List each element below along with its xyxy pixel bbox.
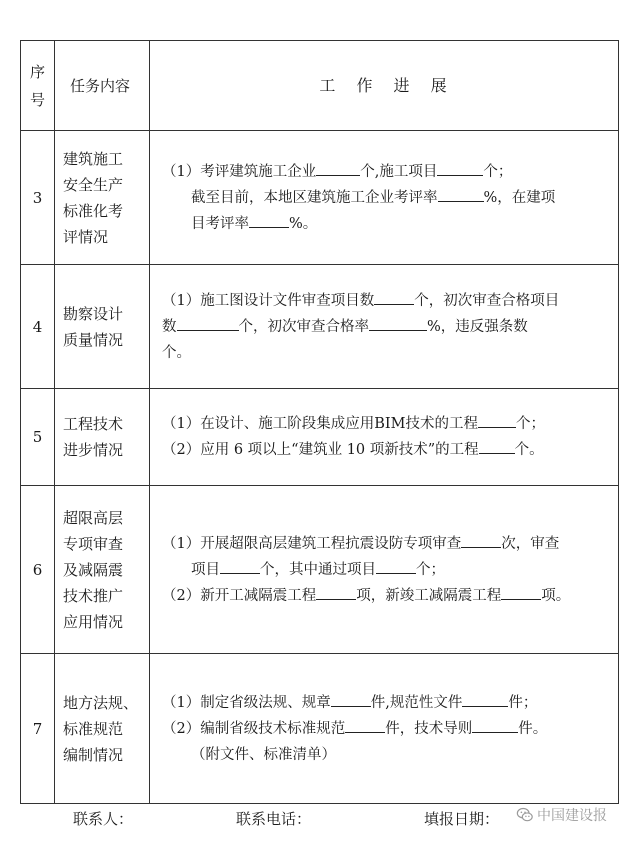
contact-label: 联系人： — [73, 810, 134, 828]
task-line: 专项审查 — [63, 534, 124, 553]
progress-line: 截至目前，本地区建筑施工企业考评率 %，在建项 — [162, 185, 612, 211]
table-row — [21, 486, 619, 654]
progress-line: 数 个，初次审查合格率 %，违反强条数 — [162, 314, 612, 340]
task-line: 编制情况 — [63, 745, 124, 764]
task-line: 质量情况 — [63, 330, 124, 349]
phone-label: 联系电话： — [236, 810, 312, 828]
fill-blank[interactable] — [331, 692, 371, 707]
progress-line: （1）施工图设计文件审查项目数 个，初次审查合格项目 — [162, 288, 612, 314]
row-number: 5 — [21, 389, 55, 486]
row-number: 7 — [21, 654, 55, 804]
fill-blank[interactable] — [462, 692, 508, 707]
fill-blank[interactable] — [249, 213, 289, 228]
task-content — [55, 389, 150, 486]
watermark — [516, 805, 607, 825]
task-content — [55, 654, 150, 804]
header-progress: 工 作 进 展 — [150, 41, 619, 131]
progress-content — [150, 654, 619, 804]
fill-blank[interactable] — [438, 187, 484, 202]
fill-blank[interactable] — [479, 439, 515, 454]
fill-blank[interactable] — [501, 585, 541, 600]
wechat-icon — [516, 806, 534, 824]
table-header-row — [21, 41, 619, 131]
progress-line: 项目 个，其中通过项目 个； — [162, 557, 612, 583]
row-number: 6 — [21, 486, 55, 654]
task-line: 技术推广 — [63, 586, 124, 605]
header-no-line2: 号 — [29, 90, 45, 109]
table-row — [21, 265, 619, 389]
fill-blank[interactable] — [376, 559, 416, 574]
progress-line: 目考评率 %。 — [162, 211, 612, 237]
progress-content — [150, 265, 619, 389]
progress-line: （附文件、标准清单） — [191, 746, 336, 763]
header-no — [21, 41, 55, 131]
task-line: 地方法规、 — [63, 693, 139, 712]
task-line: 标准规范 — [63, 719, 124, 738]
task-content — [55, 131, 150, 265]
fill-blank[interactable] — [478, 413, 516, 428]
task-line: 安全生产 — [63, 175, 124, 194]
progress-content — [150, 131, 619, 265]
progress-line: （1）考评建筑施工企业 个,施工项目 个； — [162, 159, 612, 185]
date-label: 填报日期： — [424, 810, 500, 828]
fill-blank[interactable] — [369, 316, 427, 331]
fill-blank[interactable] — [177, 316, 239, 331]
header-no-line1: 序 — [29, 62, 45, 81]
progress-report-table — [20, 40, 619, 804]
task-line: 超限高层 — [63, 508, 124, 527]
task-content — [55, 265, 150, 389]
task-line: 工程技术 — [63, 415, 124, 433]
task-content — [55, 486, 150, 654]
fill-blank[interactable] — [220, 559, 260, 574]
table-row — [21, 654, 619, 804]
progress-content — [150, 389, 619, 486]
row-number: 4 — [21, 265, 55, 389]
task-line: 进步情况 — [63, 441, 124, 459]
watermark-text: 中国建设报 — [537, 808, 607, 824]
fill-blank[interactable] — [316, 585, 356, 600]
header-task: 任务内容 — [55, 41, 150, 131]
fill-blank[interactable] — [374, 290, 414, 305]
task-line: 勘察设计 — [63, 304, 124, 323]
task-line: 建筑施工 — [63, 149, 124, 168]
fill-blank[interactable] — [345, 718, 385, 733]
fill-blank[interactable] — [472, 718, 518, 733]
progress-line: （1）在设计、施工阶段集成应用BIM技术的工程 个； — [162, 411, 612, 437]
fill-blank[interactable] — [316, 161, 360, 176]
progress-line: 个。 — [162, 344, 191, 361]
task-line: 应用情况 — [63, 612, 124, 631]
progress-line: （2）新开工减隔震工程 项，新竣工减隔震工程 项。 — [162, 583, 612, 609]
table-row — [21, 131, 619, 265]
task-line: 及减隔震 — [63, 560, 124, 579]
progress-line: （1）开展超限高层建筑工程抗震设防专项审查 次，审查 — [162, 531, 612, 557]
task-line: 评情况 — [63, 227, 109, 246]
progress-line: （1）制定省级法规、规章 件,规范性文件 件； — [162, 690, 612, 716]
progress-content — [150, 486, 619, 654]
fill-blank[interactable] — [437, 161, 483, 176]
row-number: 3 — [21, 131, 55, 265]
task-line: 标准化考 — [63, 201, 124, 220]
progress-line: （2）编制省级技术标准规范 件，技术导则 件。 — [162, 716, 612, 742]
table-row — [21, 389, 619, 486]
fill-blank[interactable] — [461, 533, 501, 548]
progress-line: （2）应用 6 项以上“建筑业 10 项新技术”的工程 个。 — [162, 437, 612, 463]
